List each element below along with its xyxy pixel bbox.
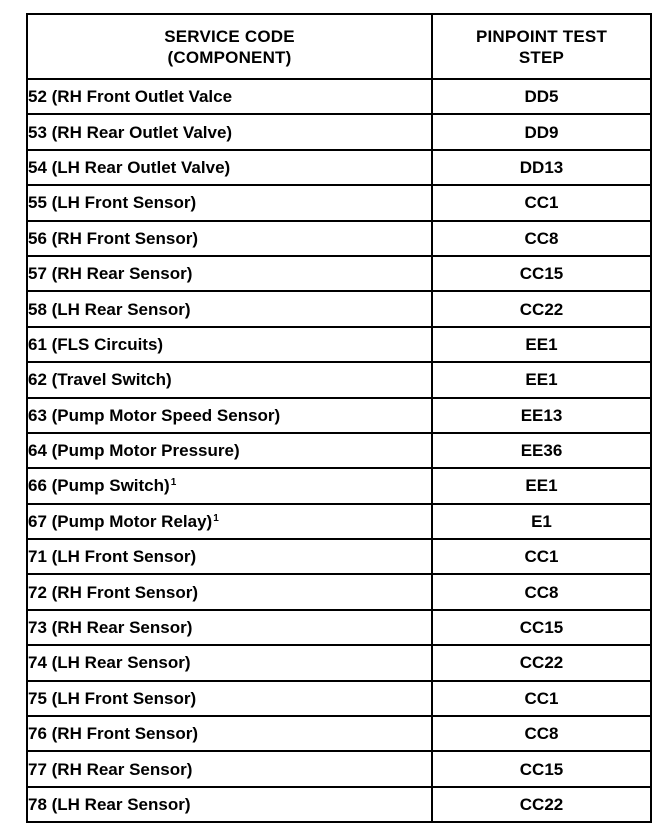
pinpoint-step-cell: E1 (432, 504, 651, 539)
service-code-cell (27, 468, 432, 503)
service-code-text: 52 (RH Front Outlet Valce (28, 87, 233, 107)
pinpoint-test-header-line2: STEP (518, 47, 565, 67)
service-code-text: 61 (FLS Circuits) (28, 334, 164, 354)
table-row (27, 433, 651, 468)
service-code-cell (27, 539, 432, 574)
service-code-text: 54 (LH Rear Outlet Valve) (28, 157, 231, 177)
footnote-marker: 1 (213, 512, 219, 524)
service-code-text: 53 (RH Rear Outlet Valve) (28, 122, 233, 142)
service-code-text: 74 (LH Rear Sensor) (28, 653, 191, 673)
pinpoint-step-cell: CC1 (432, 185, 651, 220)
service-code-cell (27, 327, 432, 362)
service-code-cell (27, 433, 432, 468)
service-code-cell (27, 256, 432, 291)
service-code-text: 71 (LH Front Sensor) (28, 547, 197, 567)
service-code-text: 64 (Pump Motor Pressure) (28, 441, 240, 461)
pinpoint-step-cell: CC8 (432, 574, 651, 609)
service-code-header-line1: SERVICE CODE (164, 26, 295, 46)
table-row (27, 114, 651, 149)
service-code-cell (27, 504, 432, 539)
table-body (27, 79, 651, 822)
pinpoint-step-cell: EE1 (432, 468, 651, 503)
pinpoint-step-cell: CC15 (432, 256, 651, 291)
service-code-cell (27, 221, 432, 256)
service-code-header-line2: (COMPONENT) (167, 47, 292, 67)
table-row (27, 291, 651, 326)
service-code-text: 72 (RH Front Sensor) (28, 582, 199, 602)
service-code-text: 55 (LH Front Sensor) (28, 193, 197, 213)
pinpoint-step-cell: DD5 (432, 79, 651, 114)
service-code-cell (27, 574, 432, 609)
pinpoint-step-cell: EE1 (432, 362, 651, 397)
table-row (27, 716, 651, 751)
table-row (27, 787, 651, 822)
table-row (27, 150, 651, 185)
table-row (27, 645, 651, 680)
pinpoint-step-cell: EE36 (432, 433, 651, 468)
table-row (27, 610, 651, 645)
table-row (27, 362, 651, 397)
pinpoint-step-cell: CC22 (432, 787, 651, 822)
service-code-text: 66 (Pump Switch) (28, 476, 170, 496)
pinpoint-step-cell: CC8 (432, 221, 651, 256)
table-row (27, 221, 651, 256)
service-code-text: 67 (Pump Motor Relay) (28, 511, 213, 531)
table-row (27, 398, 651, 433)
table-row (27, 681, 651, 716)
footnote-marker: 1 (170, 477, 177, 489)
pinpoint-step-cell: CC1 (432, 681, 651, 716)
pinpoint-test-header-line1: PINPOINT TEST (475, 26, 608, 46)
service-code-cell (27, 291, 432, 326)
service-code-cell (27, 751, 432, 786)
service-code-text: 78 (LH Rear Sensor) (28, 795, 191, 814)
pinpoint-step-cell: CC1 (432, 539, 651, 574)
table-row (27, 751, 651, 786)
service-code-cell (27, 610, 432, 645)
service-code-cell (27, 150, 432, 185)
table-row (27, 504, 651, 539)
service-code-text: 57 (RH Rear Sensor) (28, 264, 193, 284)
service-code-cell (27, 787, 432, 822)
service-code-cell (27, 645, 432, 680)
pinpoint-step-cell: EE13 (432, 398, 651, 433)
table-row (27, 185, 651, 220)
service-code-cell (27, 716, 432, 751)
pinpoint-step-cell: EE1 (432, 327, 651, 362)
table-row (27, 256, 651, 291)
table-row (27, 468, 651, 503)
service-code-cell (27, 398, 432, 433)
service-code-text: 77 (RH Rear Sensor) (28, 759, 193, 779)
pinpoint-step-cell: CC15 (432, 610, 651, 645)
service-code-cell (27, 185, 432, 220)
service-code-cell (27, 681, 432, 716)
pinpoint-step-cell: CC22 (432, 291, 651, 326)
service-code-cell (27, 362, 432, 397)
service-code-text: 75 (LH Front Sensor) (28, 688, 197, 708)
service-code-text: 76 (RH Front Sensor) (28, 724, 199, 744)
pinpoint-step-cell: DD9 (432, 114, 651, 149)
pinpoint-step-cell: CC22 (432, 645, 651, 680)
table-row (27, 79, 651, 114)
service-code-text: 62 (Travel Switch) (28, 370, 172, 390)
service-code-cell (27, 114, 432, 149)
service-code-text: 73 (RH Rear Sensor) (28, 618, 193, 638)
service-code-text: 63 (Pump Motor Speed Sensor) (28, 405, 281, 425)
pinpoint-step-cell: CC15 (432, 751, 651, 786)
service-code-cell (27, 79, 432, 114)
pinpoint-step-cell: CC8 (432, 716, 651, 751)
pinpoint-step-cell: DD13 (432, 150, 651, 185)
table-row (27, 574, 651, 609)
service-code-text: 56 (RH Front Sensor) (28, 228, 199, 248)
table-row (27, 539, 651, 574)
header-row (27, 14, 651, 79)
service-code-header (27, 14, 432, 79)
service-code-table (26, 13, 652, 823)
service-code-text: 58 (LH Rear Sensor) (28, 299, 191, 319)
pinpoint-test-header (432, 14, 651, 79)
table-row (27, 327, 651, 362)
